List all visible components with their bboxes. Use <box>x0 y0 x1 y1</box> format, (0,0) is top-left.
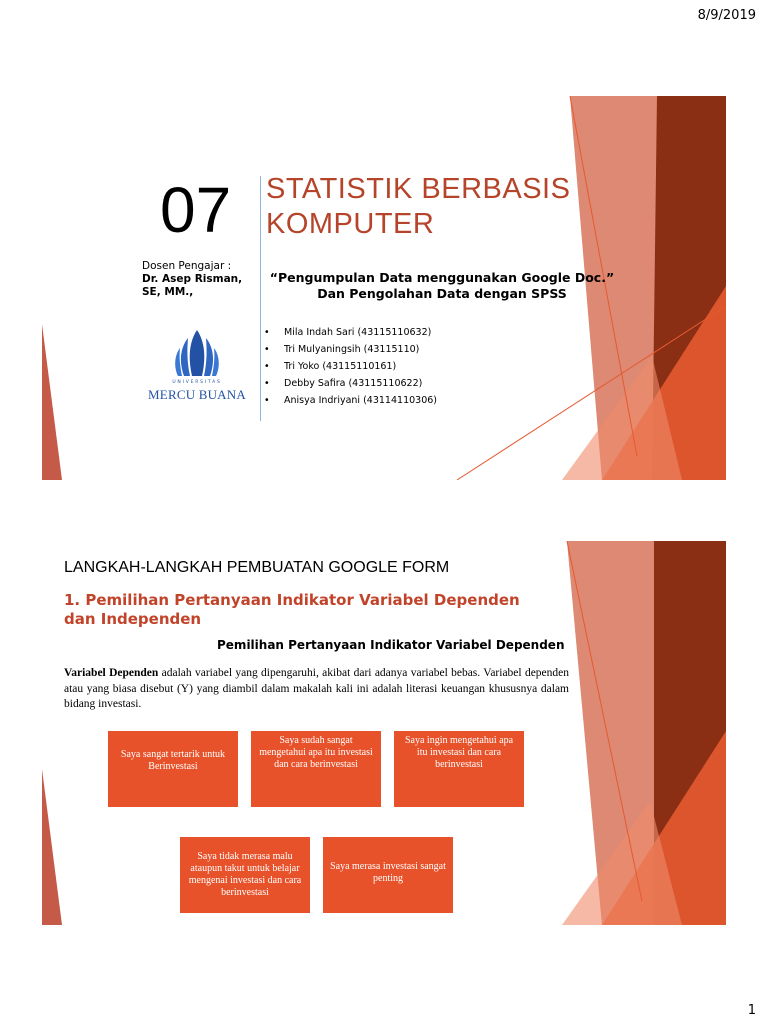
list-item: • Tri Mulyaningsih (43115110) <box>264 341 437 358</box>
member-list <box>264 324 437 409</box>
indicator-box: Saya sudah sangat mengetahui apa itu investasi dan cara berinvestasi <box>251 731 381 807</box>
lecturer-name: Dr. Asep Risman, SE, MM., <box>142 273 243 299</box>
slide-google-form-steps <box>42 541 726 925</box>
divider-line <box>260 176 261 421</box>
logo-caption: UNIVERSITAS <box>172 380 222 385</box>
print-date: 8/9/2019 <box>697 8 756 23</box>
logo-name: MERCU BUANA <box>148 387 246 402</box>
subtitle-line-1: “Pengumpulan Data menggunakan Google Doc.” <box>269 270 615 285</box>
lecturer-label: Dosen Pengajar : <box>142 260 232 272</box>
logo-emblem-icon <box>142 328 252 380</box>
slide-title <box>42 96 726 480</box>
page-number: 1 <box>747 1003 756 1018</box>
indicator-box: Saya ingin mengetahui apa itu investasi dan cara berinvestasi <box>394 731 524 807</box>
lecturer-info <box>142 260 254 299</box>
title-line-2: KOMPUTER <box>266 207 435 240</box>
slide-subtitle <box>262 270 622 303</box>
indicator-box: Saya sangat tertarik untuk Berinvestasi <box>108 731 238 807</box>
definition-paragraph <box>64 666 569 713</box>
university-logo <box>142 328 252 408</box>
section-heading: Pemilihan Pertanyaan Indikator Variabel Dependen <box>217 638 565 652</box>
slide-title-text <box>266 172 570 242</box>
definition-term: Variabel Dependen <box>64 667 159 679</box>
list-item: • Mila Indah Sari (43115110632) <box>264 324 437 341</box>
slide-heading: LANGKAH-LANGKAH PEMBUATAN GOOGLE FORM <box>64 559 450 576</box>
indicator-box: Saya tidak merasa malu ataupun takut untuk belajar mengenai investasi dan cara berinvestasi <box>180 837 310 913</box>
list-item: • Debby Safira (43115110622) <box>264 375 437 392</box>
step-heading: 1. Pemilihan Pertanyaan Indikator Variabel Dependen dan Independen <box>64 591 520 628</box>
definition-text: adalah variabel yang dipengaruhi, akibat dari adanya variabel bebas. Variabel dependen atau yang biasa disebut (Y) yang diambil dalam makalah kali ini adalah literasi keuangan khususnya dalam bidang investasi. <box>64 667 570 711</box>
list-item: • Tri Yoko (43115110161) <box>264 358 437 375</box>
title-line-1: STATISTIK BERBASIS <box>266 173 571 205</box>
subtitle-line-2: Dan Pengolahan Data dengan SPSS <box>317 286 567 302</box>
list-item: • Anisya Indriyani (43114110306) <box>264 392 437 409</box>
indicator-box: Saya merasa investasi sangat penting <box>323 837 453 913</box>
slide-number: 07 <box>160 174 232 246</box>
